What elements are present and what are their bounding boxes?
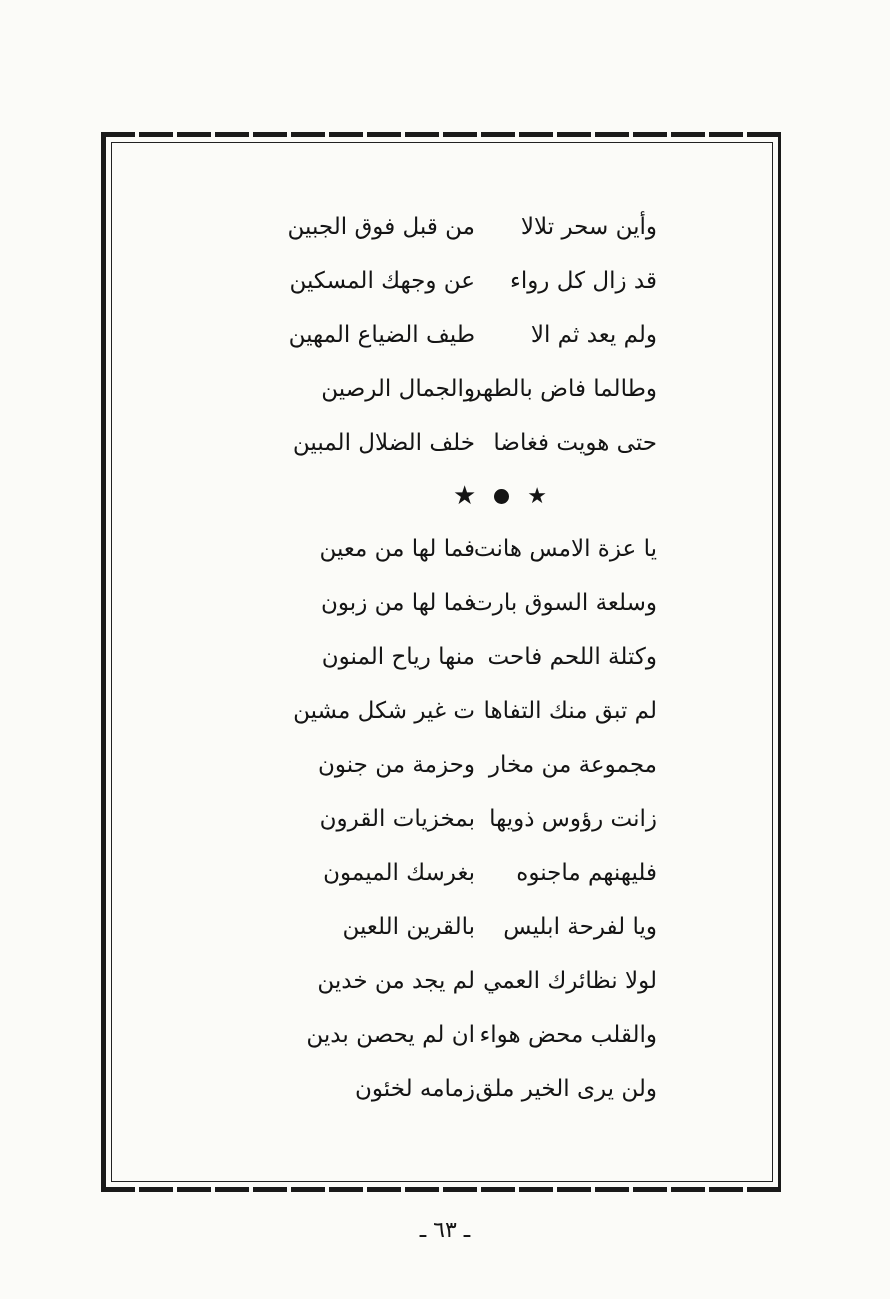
star-left-icon: ★ (452, 481, 477, 511)
verse-line (160, 416, 720, 470)
poem-section-1 (160, 200, 720, 470)
verse-second-hemistich: وحزمة من جنون (317, 752, 475, 778)
verse-first-hemistich: وكتلة اللحم فاحت (487, 644, 657, 670)
poem-section-2 (160, 522, 720, 1116)
verse-line (160, 576, 720, 630)
verse-first-hemistich: والقلب محض هواء (479, 1022, 657, 1048)
verse-first-hemistich: قد زال كل رواء (510, 268, 657, 294)
verse-first-hemistich: حتى هويت فغاضا (493, 430, 657, 456)
verse-second-hemistich: خلف الضلال المبين (292, 430, 475, 456)
verse-line (160, 1062, 720, 1116)
page-number: ـ ٦٣ ـ (419, 1218, 471, 1243)
verse-first-hemistich: وسلعة السوق بارت (471, 590, 657, 616)
verse-line (160, 684, 720, 738)
verse-second-hemistich: والجمال الرصين (321, 376, 475, 402)
verse-line (160, 630, 720, 684)
verse-line (160, 1008, 720, 1062)
verse-second-hemistich: بمخزيات القرون (319, 806, 475, 832)
verse-line (160, 900, 720, 954)
verse-first-hemistich: وأين سحر تلالا (520, 214, 657, 240)
verse-line (160, 846, 720, 900)
verse-first-hemistich: ولن يرى الخير ملق (475, 1076, 657, 1102)
verse-line (160, 522, 720, 576)
verse-second-hemistich: لم يجد من خدين (317, 968, 475, 994)
verse-second-hemistich: ت غير شكل مشين (293, 698, 475, 724)
verse-first-hemistich: لم تبق منك التفاها (483, 698, 657, 724)
verse-line (160, 200, 720, 254)
verse-second-hemistich: بغرسك الميمون (323, 860, 475, 886)
verse-second-hemistich: منها رياح المنون (321, 644, 475, 670)
verse-second-hemistich: فما لها من معين (319, 536, 475, 562)
verse-first-hemistich: فليهنهم ماجنوه (516, 860, 657, 886)
verse-line (160, 954, 720, 1008)
verse-second-hemistich: فما لها من زبون (321, 590, 475, 616)
verse-first-hemistich: وطالما فاض بالطهر (470, 376, 657, 402)
verse-line (160, 362, 720, 416)
verse-second-hemistich: من قبل فوق الجبين (287, 214, 475, 240)
verse-second-hemistich: زمامه لخئون (355, 1076, 475, 1102)
star-right-icon: ★ (527, 483, 548, 509)
verse-first-hemistich: لولا نظائرك العمي (483, 968, 657, 994)
dot-icon (494, 489, 509, 504)
verse-line (160, 738, 720, 792)
verse-line (160, 792, 720, 846)
verse-second-hemistich: ان لم يحصن بدين (306, 1022, 475, 1048)
verse-line (160, 254, 720, 308)
verse-line (160, 308, 720, 362)
verse-second-hemistich: بالقرين اللعين (342, 914, 475, 940)
section-divider (160, 470, 720, 522)
verse-first-hemistich: يا عزة الامس هانت (473, 536, 657, 562)
poem (160, 200, 720, 1116)
verse-second-hemistich: طيف الضياع المهين (288, 322, 475, 348)
verse-first-hemistich: مجموعة من مخار (488, 752, 657, 778)
verse-second-hemistich: عن وجهك المسكين (289, 268, 475, 294)
verse-first-hemistich: زانت رؤوس ذويها (489, 806, 657, 832)
verse-first-hemistich: ولم يعد ثم الا (530, 322, 657, 348)
verse-first-hemistich: ويا لفرحة ابليس (503, 914, 657, 940)
